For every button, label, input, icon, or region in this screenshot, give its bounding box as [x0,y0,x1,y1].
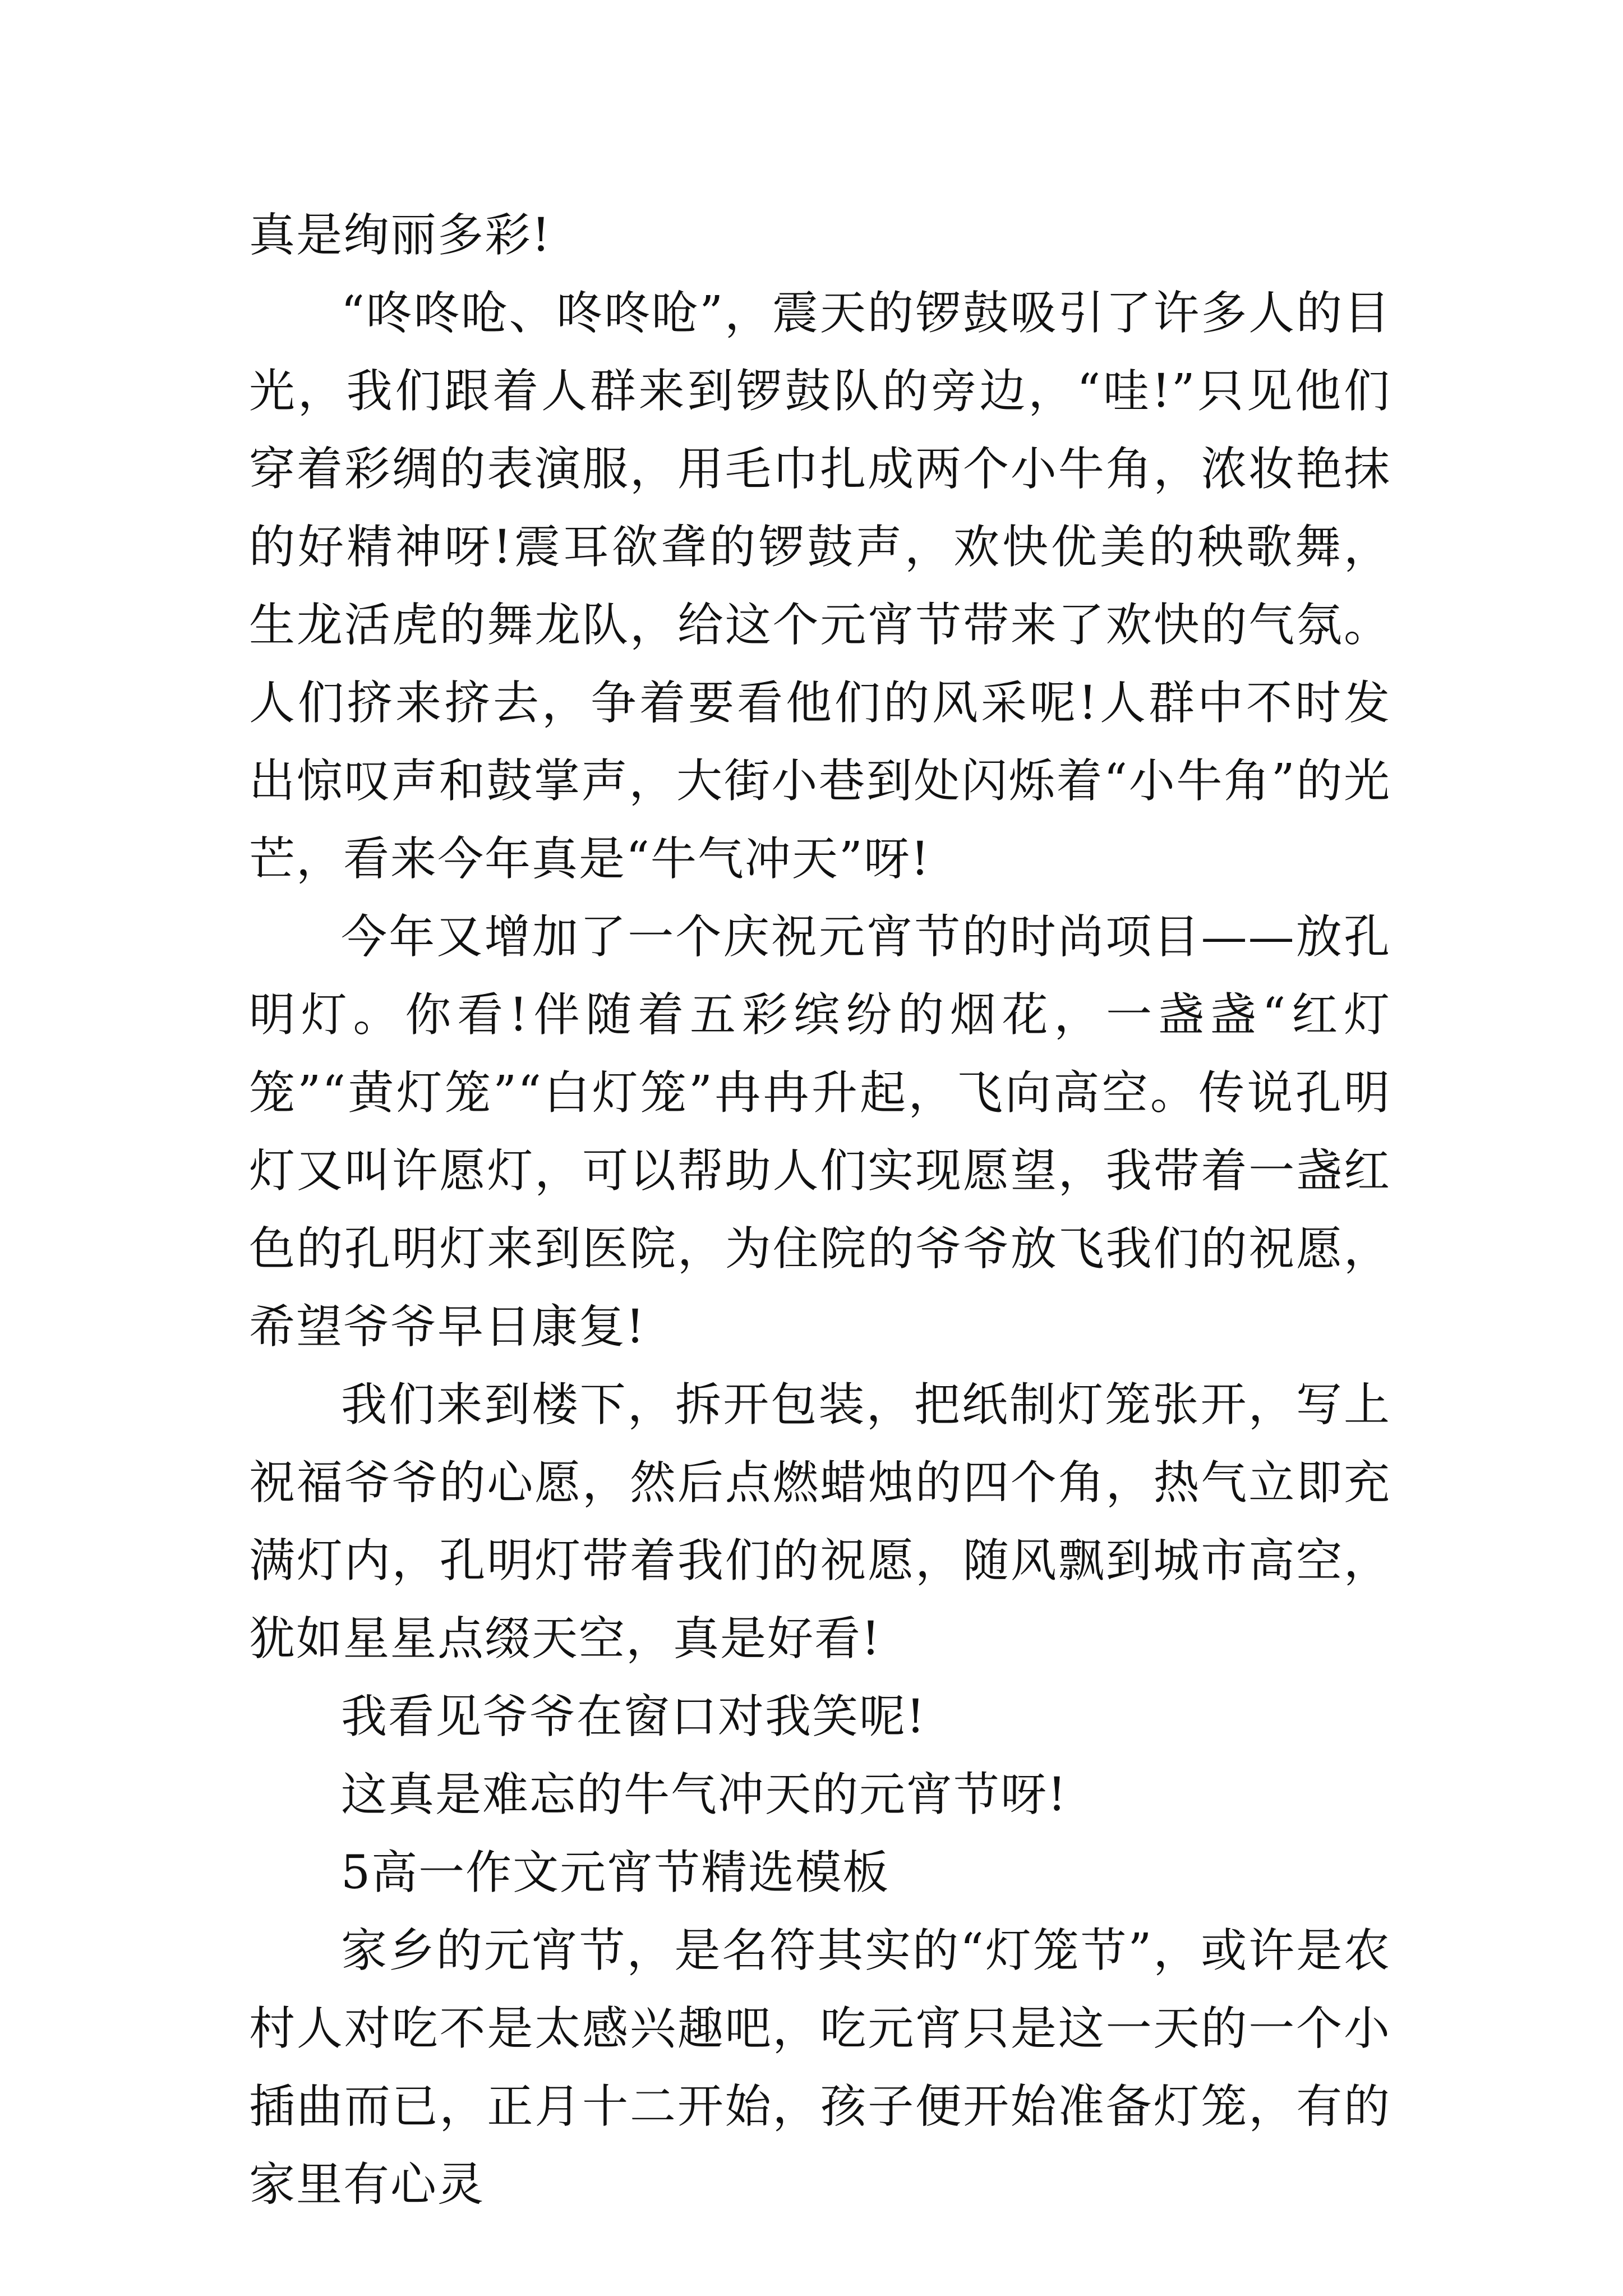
paragraph-closing: 这真是难忘的牛气冲天的元宵节呀! [341,1768,1067,1821]
paragraph-hometown-lantern-festival: 家乡的元宵节，是名符其实的“灯笼节”，或许是农村人对吃不是太感兴趣吧，吃元宵只是这一天的一个小插曲而已，正月十二开始，孩子便开始准备灯笼，有的家里有心灵 [249,1924,1391,2211]
paragraph-continuation: 真是绚丽多彩! [249,209,551,262]
paragraph-gong-drums: “咚咚呛、咚咚呛”，震天的锣鼓吸引了许多人的目光，我们跟着人群来到锣鼓队的旁边，“哇!”只见他们穿着彩绸的表演服，用毛巾扎成两个小牛角，浓妆艳抹的好精神呀!震耳欲聋的锣鼓声，欢快优美的秧歌舞，生龙活虎的舞龙队，给这个元宵节带来了欢快的气氛。人们挤来挤去，争着要看他们的风采呢!人群中不时发出惊叹声和鼓掌声，大街小巷到处闪烁着“小牛角”的光芒，看来今年真是“牛气冲天”呀! [249,287,1391,886]
paragraph-releasing-lantern: 我们来到楼下，拆开包装，把纸制灯笼张开，写上祝福爷爷的心愿，然后点燃蜡烛的四个角，热气立即充满灯内，孔明灯带着我们的祝愿，随风飘到城市高空，犹如星星点缀天空，真是好看! [249,1378,1391,1665]
document-body [249,196,1391,2224]
paragraph-grandpa-smiling: 我看见爷爷在窗口对我笑呢! [341,1690,926,1743]
paragraph-kongming-lanterns: 今年又增加了一个庆祝元宵节的时尚项目——放孔明灯。你看!伴随着五彩缤纷的烟花，一盏盏“红灯笼”“黄灯笼”“白灯笼”冉冉升起，飞向高空。传说孔明灯又叫许愿灯，可以帮助人们实现愿望，我带着一盏红色的孔明灯来到医院，为住院的爷爷放飞我们的祝愿，希望爷爷早日康复! [249,910,1391,1354]
section-heading: 5高一作文元宵节精选模板 [341,1846,890,1899]
